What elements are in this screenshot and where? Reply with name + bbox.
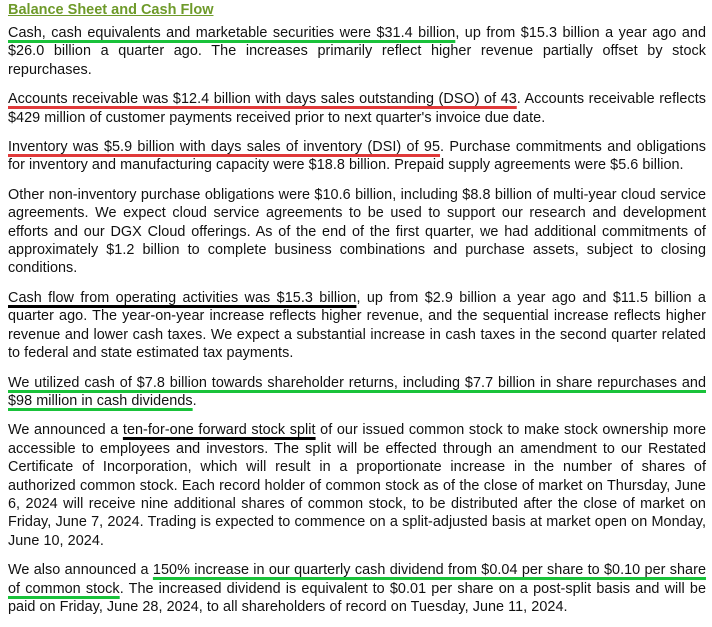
paragraph-dividend-before: We also announced a: [8, 562, 153, 579]
paragraph-shareholder-returns: [8, 374, 706, 411]
highlight-receivables: Accounts receivable was $12.4 billion with days sales outstanding (DSO) of 43: [8, 91, 517, 108]
paragraph-receivables: [8, 90, 706, 127]
paragraph-cash-flow-rest: , up from $2.9 billion a year ago and $11.5 billion a quarter ago. The year-on-year increase reflects higher revenue, and the sequential increase reflects higher revenue and lower cash taxes. We expect a substantial increase in cash taxes in the second quarter related to federal and state estimated tax payments.: [8, 289, 706, 362]
section-heading: Balance Sheet and Cash Flow: [8, 2, 214, 18]
paragraph-receivables-rest: . Accounts receivable reflects $429 million of customer payments received prior to next quarter's invoice due date.: [8, 91, 706, 126]
paragraph-stock-split-before: We announced a: [8, 422, 123, 439]
paragraph-stock-split-rest: of our issued common stock to make stock ownership more accessible to employees and investors. The split will be effected through an amendment to our Restated Certificate of Incorporation, which will result in a proportionate increase in the number of shares of authorized common stock. Each record holder of common stock as of the close of market on Thursday, June 6, 2024 will receive nine additional shares of common stock, to be distributed after the close of market on Friday, June 7, 2024. Trading is expected to commence on a split-adjusted basis at market open on Monday, June 10, 2024.: [8, 422, 707, 549]
paragraph-dividend: [8, 561, 706, 616]
paragraph-shareholder-returns-rest: .: [192, 392, 197, 409]
paragraph-dividend-rest: . The increased dividend is equivalent to $0.01 per share on a post-split basis and will be paid on Friday, June 28, 2024, to all shareholders of record on Tuesday, June 11, 2024.: [8, 580, 706, 615]
highlight-shareholder-returns: We utilized cash of $7.8 billion towards shareholder returns, including $7.7 billion in share repurchases and $98 million in cash dividends: [8, 374, 706, 409]
document-page: [8, 0, 706, 627]
paragraph-inventory-rest: . Purchase commitments and obligations for inventory and manufacturing capacity were $18.8 billion. Prepaid supply agreements were $5.6 billion.: [8, 139, 706, 174]
highlight-stock-split: ten-for-one forward stock split: [122, 422, 316, 439]
paragraph-cash-flow: [8, 289, 706, 363]
highlight-dividend: 150% increase in our quarterly cash dividend from $0.04 per share to $0.10 per share of common stock: [8, 562, 707, 597]
paragraph-stock-split: [8, 421, 706, 550]
highlight-inventory: Inventory was $5.9 billion with days sales of inventory (DSI) of 95: [8, 139, 441, 156]
paragraph-cash-rest: , up from $15.3 billion a year ago and $26.0 billion a quarter ago. The increases primarily reflect higher revenue partially offset by stock repurchases.: [8, 25, 707, 78]
paragraph-cash: [8, 24, 706, 79]
highlight-cash: Cash, cash equivalents and marketable securities were $31.4 billion: [8, 25, 456, 41]
paragraph-inventory: [8, 138, 706, 175]
highlight-cash-flow: Cash flow from operating activities was $15.3 billion: [8, 289, 357, 306]
paragraph-obligations: Other non-inventory purchase obligations were $10.6 billion, including $8.8 billion of multi-year cloud service agreements. We expect cloud service agreements to be used to support our research and development efforts and our DGX Cloud offerings. As of the end of the first quarter, we had additional commitments of approximately $1.2 billion to complete business combinations and purchase assets, subject to closing conditions.: [8, 186, 706, 277]
